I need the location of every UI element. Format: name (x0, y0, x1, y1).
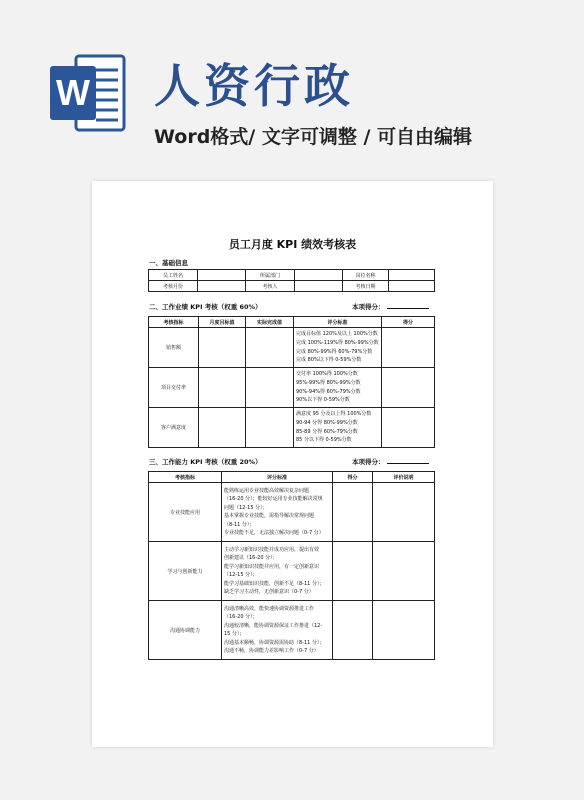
label-assess-month: 考核月份 (149, 281, 198, 292)
work-score-cell (382, 328, 435, 368)
section-ability-heading: 三、工作能力 KPI 考核（权重 20%） (149, 458, 262, 466)
label-department: 所属部门 (246, 270, 295, 281)
criteria-line: 满意度 95 分及以上得 100%分数 (296, 410, 372, 417)
work-header-score: 得分 (382, 317, 435, 328)
criteria-line: 交付率 100%得 100%分数 (296, 370, 358, 377)
work-indicator: 销售额 (149, 328, 199, 368)
value-department (295, 270, 343, 281)
work-actual-cell (246, 408, 294, 448)
basic-info-table (148, 269, 435, 292)
work-header-actual: 实际完成值 (246, 317, 294, 328)
criteria-line: 完成目标值 120%及以上 100%分数 (296, 330, 378, 337)
label-assess-date: 考核日期 (343, 281, 389, 292)
document-preview (92, 181, 493, 747)
label-assessor: 考核人 (246, 281, 295, 292)
work-criteria-cell (294, 368, 382, 408)
table-row (149, 328, 435, 368)
criteria-line: 95%-99%得 80%-99%分数 (296, 379, 361, 386)
criteria-line: 基本掌握专业技能，需指导解决常规问题 (224, 513, 315, 519)
ability-score-line (352, 457, 429, 466)
criteria-line: （16-20 分）；能较好运用专业技能解决常规 (224, 496, 323, 502)
work-actual-cell (246, 328, 294, 368)
criteria-line: 主动学习新知识技能并成功应用，提出有效 (224, 546, 320, 553)
ability-header-criteria: 评分标准 (222, 472, 333, 483)
criteria-line: 90%-94%得 60%-79%分数 (296, 388, 361, 395)
ability-indicator: 沟通协调能力 (149, 601, 222, 660)
criteria-line: 90%以下得 0-59%分数 (296, 397, 350, 404)
criteria-line: 90-94 分得 80%-99%分数 (296, 419, 358, 426)
work-score-label: 本项得分： (352, 303, 385, 311)
ability-header-indicator: 考核指标 (149, 472, 222, 483)
ability-criteria-cell (222, 483, 333, 542)
criteria-line: （12-15 分）； (224, 572, 258, 578)
criteria-line: 沟通清晰高效，能快速协调资源推进工作 (224, 605, 315, 612)
criteria-line: 沟通不畅，协调能力差影响工作（0-7 分） (224, 648, 319, 654)
ability-indicator: 专业技能应用 (149, 483, 222, 542)
ability-indicator: 学习与创新能力 (149, 542, 222, 601)
criteria-line: 15 分）； (224, 631, 245, 637)
criteria-line: 沟通较清晰，能协调资源保证工作推进（12- (224, 622, 323, 629)
criteria-line: 沟通基本顺畅，协调资源需协助（8-11 分）； (224, 639, 325, 646)
word-icon-letter: W (56, 72, 90, 113)
value-assess-date (389, 281, 435, 292)
ability-comment-cell (373, 542, 435, 601)
ability-criteria-cell (222, 601, 333, 660)
criteria-line: 85 分以下得 0-59%分数 (296, 437, 352, 444)
ability-score-cell (333, 601, 373, 660)
criteria-line: 专业技能不足，无法独立解决问题（0-7 分） (224, 530, 324, 536)
value-assess-month (198, 281, 246, 292)
criteria-line: 缺乏学习主动性，无创新意识（0-7 分） (224, 589, 314, 595)
ability-header-comment: 评价说明 (373, 472, 435, 483)
ability-comment-cell (373, 483, 435, 542)
criteria-line: 创新建议（16-20 分）； (224, 555, 278, 561)
table-row (149, 408, 435, 448)
work-target-cell (199, 368, 246, 408)
ability-criteria-cell (222, 542, 333, 601)
work-target-cell (199, 408, 246, 448)
work-criteria-cell (294, 328, 382, 368)
document-title: 员工月度 KPI 绩效考核表 (228, 238, 357, 251)
page-title: 人资行政 (154, 59, 354, 113)
section-basic-heading: 一、基础信息 (149, 259, 188, 267)
banner-header (0, 0, 584, 180)
ability-score-cell (333, 483, 373, 542)
ability-score-cell (333, 542, 373, 601)
table-row (149, 601, 435, 660)
work-score-line (352, 302, 429, 311)
value-position (389, 270, 435, 281)
ability-kpi-table (148, 471, 435, 660)
label-position: 岗位名称 (343, 270, 389, 281)
value-assessor (295, 281, 343, 292)
work-indicator: 客户满意度 (149, 408, 199, 448)
criteria-line: （8-11 分）； (224, 521, 255, 528)
word-icon (50, 52, 126, 134)
criteria-line: 完成 100%-119%得 80%-99%分数 (296, 339, 379, 346)
value-employee-name (198, 270, 246, 281)
label-employee-name: 员工姓名 (149, 270, 198, 281)
section-work-heading: 二、工作业绩 KPI 考核（权重 60%） (149, 303, 262, 311)
criteria-line: 能熟练运用专业技能高效解决复杂问题 (224, 487, 310, 494)
work-header-criteria: 评分标准 (294, 317, 382, 328)
work-target-cell (199, 328, 246, 368)
criteria-line: 85-89 分得 60%-79%分数 (296, 428, 358, 435)
work-score-blank (387, 308, 429, 309)
criteria-line: 能学习新知识技能并应用，有一定创新意识 (224, 563, 320, 570)
page-subtitle: Word格式/ 文字可调整 / 可自由编辑 (154, 126, 473, 148)
work-score-cell (382, 408, 435, 448)
criteria-line: 问题（12-15 分）； (224, 504, 268, 511)
criteria-line: 完成 80%以下得 0-59%分数 (296, 357, 362, 364)
work-indicator: 项目交付率 (149, 368, 199, 408)
criteria-line: 能学习基础知识技能，创新不足（8-11 分）； (224, 580, 325, 587)
work-header-target: 月度目标值 (199, 317, 246, 328)
ability-score-blank (387, 463, 429, 464)
ability-header-score: 得分 (333, 472, 373, 483)
work-kpi-table (148, 316, 435, 448)
ability-score-label: 本项得分： (352, 458, 385, 466)
work-criteria-cell (294, 408, 382, 448)
criteria-line: 完成 80%-99%得 60%-79%分数 (296, 348, 373, 355)
table-row (149, 368, 435, 408)
ability-comment-cell (373, 601, 435, 660)
work-score-cell (382, 368, 435, 408)
table-row (149, 542, 435, 601)
work-actual-cell (246, 368, 294, 408)
table-row (149, 483, 435, 542)
work-header-indicator: 考核指标 (149, 317, 199, 328)
criteria-line: （16-20 分）； (224, 614, 258, 620)
